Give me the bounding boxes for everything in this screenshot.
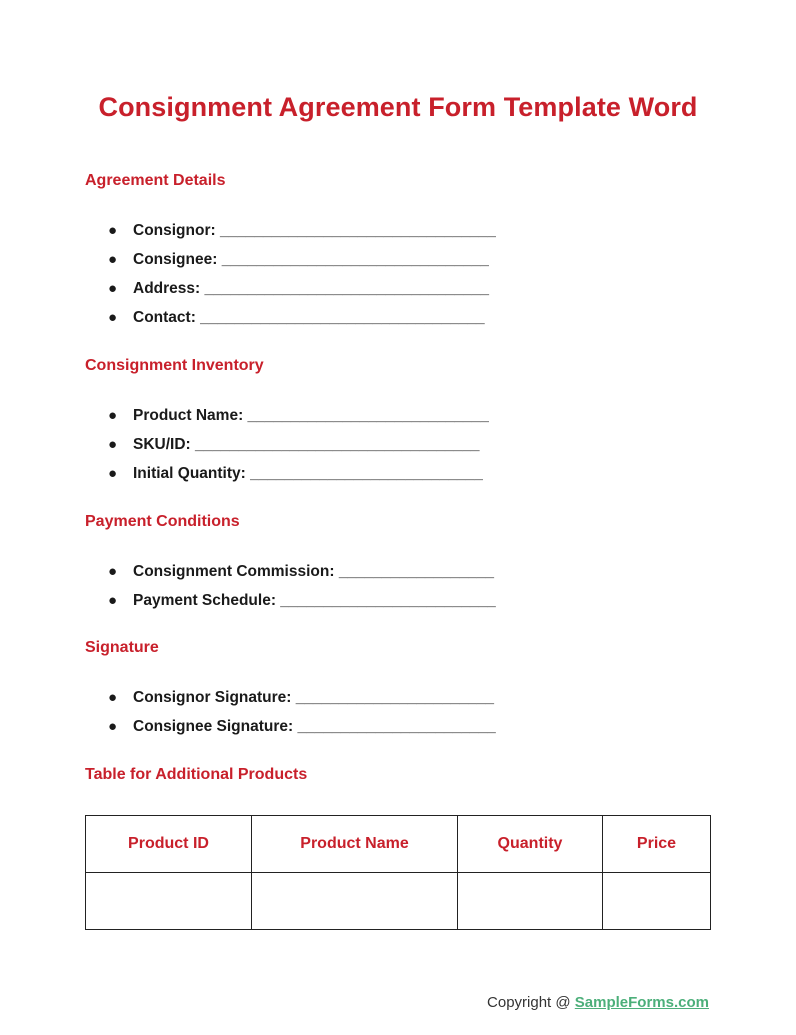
field-initial-quantity: ● Initial Quantity: ___________________________ [108, 459, 489, 488]
signature-list [108, 683, 496, 741]
copyright-footer [487, 994, 709, 1011]
field-consignor: ● Consignor: ________________________________ [108, 216, 496, 245]
bullet-icon: ● [108, 465, 118, 482]
column-header-price: Price [603, 816, 711, 873]
bullet-icon: ● [108, 222, 118, 239]
column-header-quantity: Quantity [458, 816, 603, 873]
field-address: ● Address: _________________________________ [108, 274, 496, 303]
payment-conditions-list [108, 557, 496, 615]
field-consignee: ● Consignee: _______________________________ [108, 245, 496, 274]
table-header-row [86, 816, 711, 873]
table-row [86, 873, 711, 930]
section-heading-signature: Signature [85, 639, 159, 656]
column-header-product-name: Product Name [252, 816, 458, 873]
field-contact: ● Contact: _________________________________ [108, 303, 496, 332]
field-sku-id: ● SKU/ID: _________________________________ [108, 430, 489, 459]
consignment-inventory-list [108, 401, 489, 488]
field-consignor-signature: ● Consignor Signature: _______________________ [108, 683, 496, 712]
copyright-text: Copyright @ [487, 994, 575, 1011]
agreement-details-list [108, 216, 496, 332]
field-consignment-commission: ● Consignment Commission: __________________ [108, 557, 496, 586]
bullet-icon: ● [108, 718, 118, 735]
bullet-icon: ● [108, 407, 118, 424]
section-heading-consignment-inventory: Consignment Inventory [85, 357, 264, 374]
section-heading-additional-products: Table for Additional Products [85, 766, 308, 783]
page-title: Consignment Agreement Form Template Word [98, 92, 698, 122]
bullet-icon: ● [108, 689, 118, 706]
additional-products-table [85, 815, 711, 930]
table-cell-price[interactable] [603, 873, 711, 930]
bullet-icon: ● [108, 309, 118, 326]
bullet-icon: ● [108, 436, 118, 453]
brand-link[interactable]: SampleForms.com [574, 994, 709, 1011]
table-cell-quantity[interactable] [458, 873, 603, 930]
table-cell-product-id[interactable] [86, 873, 252, 930]
field-consignee-signature: ● Consignee Signature: _______________________ [108, 712, 496, 741]
section-heading-payment-conditions: Payment Conditions [85, 513, 240, 530]
bullet-icon: ● [108, 592, 118, 609]
field-payment-schedule: ● Payment Schedule: _________________________ [108, 586, 496, 615]
section-heading-agreement-details: Agreement Details [85, 172, 226, 189]
table-cell-product-name[interactable] [252, 873, 458, 930]
bullet-icon: ● [108, 280, 118, 297]
field-product-name: ● Product Name: ____________________________ [108, 401, 489, 430]
column-header-product-id: Product ID [86, 816, 252, 873]
additional-products-table-wrap [85, 815, 710, 930]
bullet-icon: ● [108, 563, 118, 580]
bullet-icon: ● [108, 251, 118, 268]
